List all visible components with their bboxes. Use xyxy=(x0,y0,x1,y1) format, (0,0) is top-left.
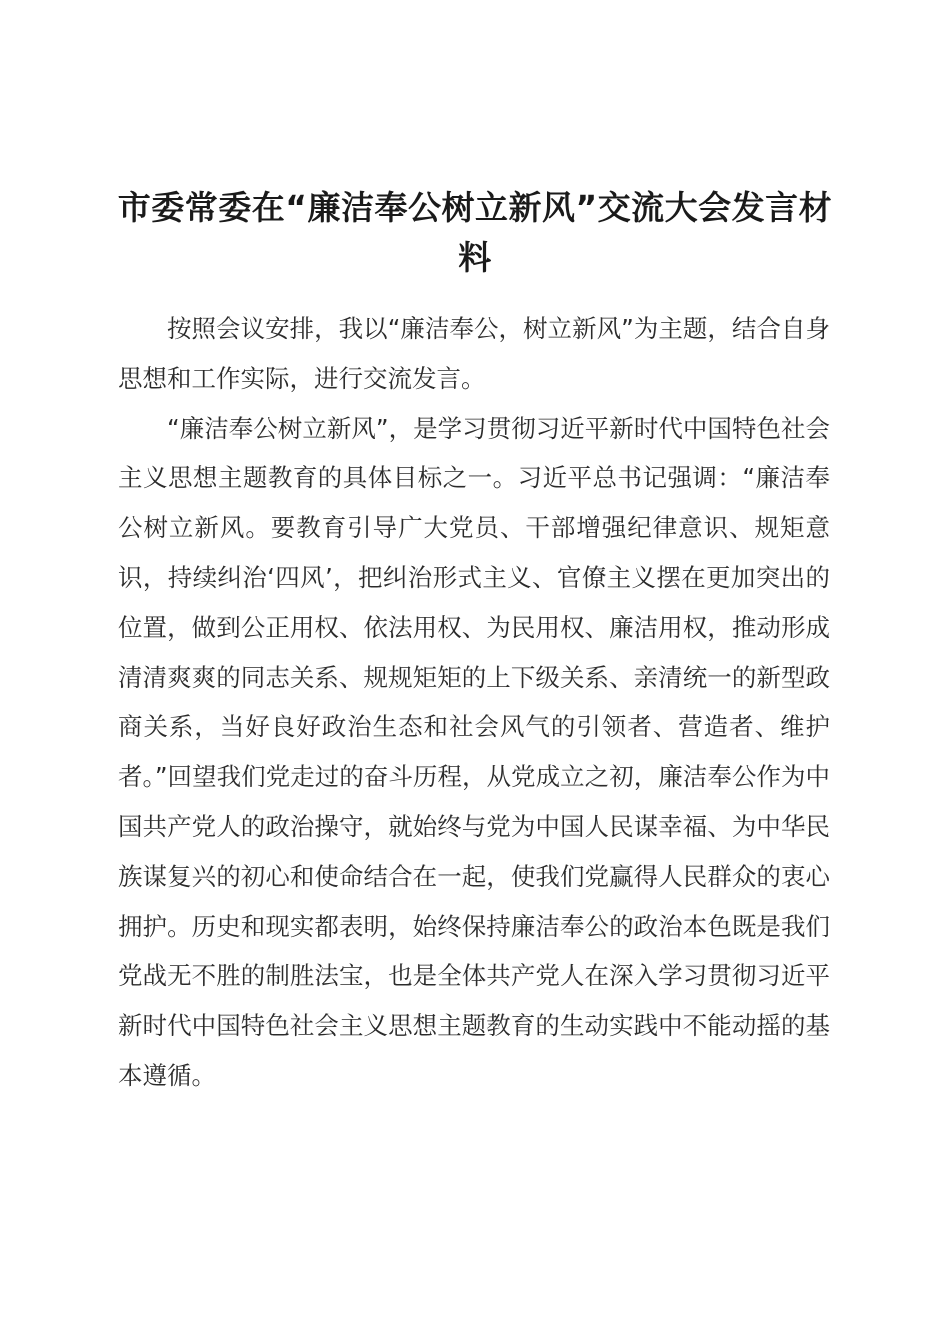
paragraph: 按照会议安排，我以“廉洁奉公，树立新风”为主题，结合自身思想和工作实际，进行交流发言。 xyxy=(118,314,830,393)
document-title: 市委常委在“廉洁奉公树立新风”交流大会发言材料 xyxy=(117,188,833,277)
document-body xyxy=(118,304,830,1101)
paragraph: “廉洁奉公树立新风”，是学习贯彻习近平新时代中国特色社会主义思想主题教育的具体目标之一。习近平总书记强调：“廉洁奉公树立新风。要教育引导广大党员、干部增强纪律意识、规矩意识，持续纠治‘四风’，把纠治形式主义、官僚主义摆在更加突出的位置，做到公正用权、依法用权、为民用权、廉洁用权，推动形成清清爽爽的同志关系、规规矩矩的上下级关系、亲清统一的新型政商关系，当好良好政治生态和社会风气的引领者、营造者、维护者。”回望我们党走过的奋斗历程，从党成立之初，廉洁奉公作为中国共产党人的政治操守，就始终与党为中国人民谋幸福、为中华民族谋复兴的初心和使命结合在一起，使我们党赢得人民群众的衷心拥护。历史和现实都表明，始终保持廉洁奉公的政治本色既是我们党战无不胜的制胜法宝，也是全体共产党人在深入学习贯彻习近平新时代中国特色社会主义思想主题教育的生动实践中不能动摇的基本遵循。 xyxy=(118,413,830,1090)
